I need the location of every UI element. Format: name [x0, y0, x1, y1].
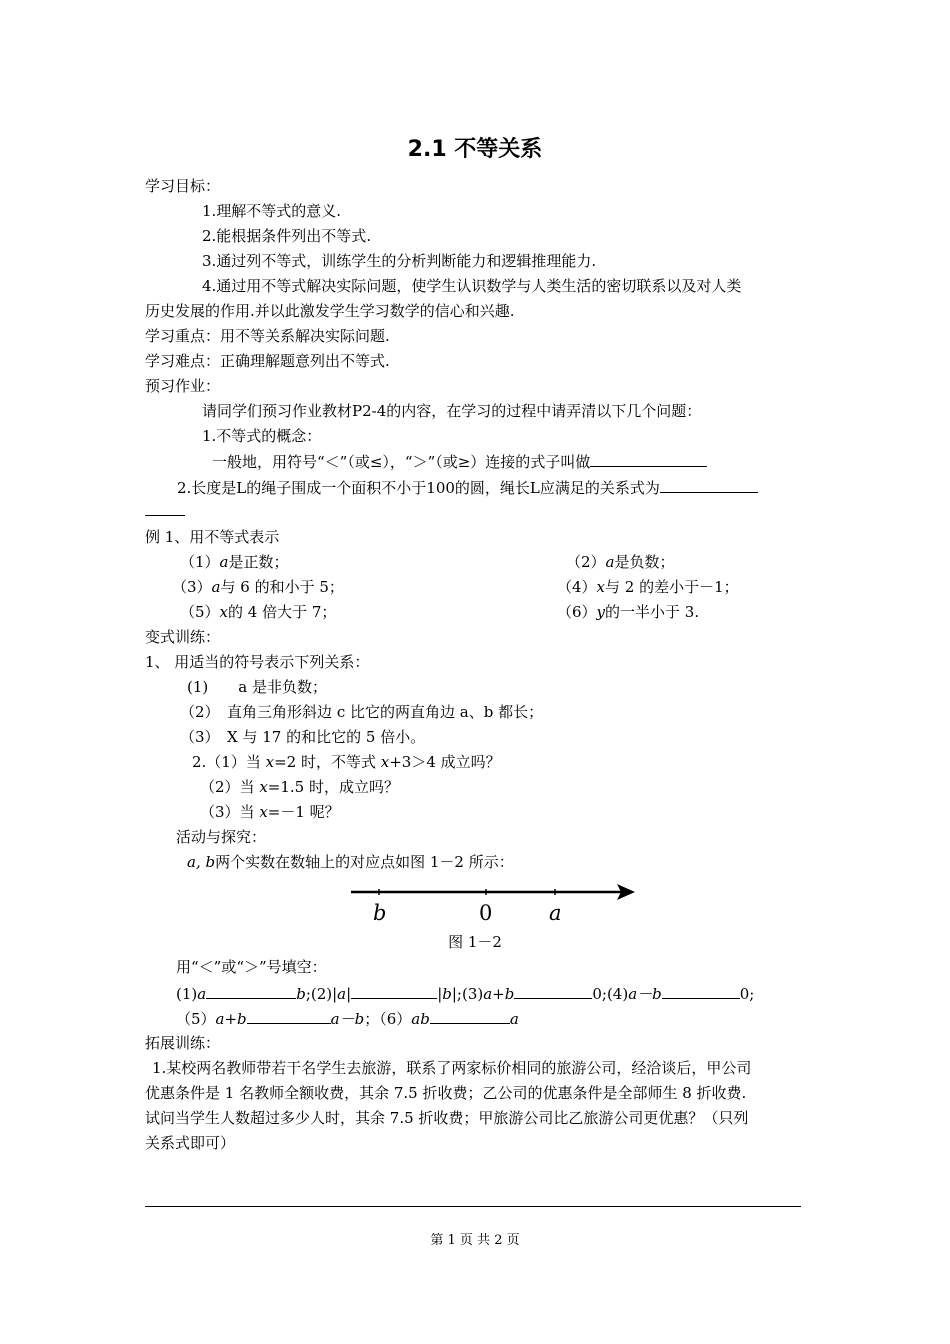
- answer-blank-continuation[interactable]: [145, 515, 185, 516]
- variant-q1-item: （3） X 与 17 的和比它的 5 倍小。: [180, 728, 426, 746]
- axis-label-a: a: [549, 901, 562, 925]
- answer-blank[interactable]: [430, 1008, 510, 1024]
- example-item: （3）a与 6 的和小于 5；: [172, 578, 344, 596]
- goal-item: 2.能根据条件列出不等式.: [202, 227, 372, 245]
- variant-heading: 变式训练：: [145, 628, 221, 646]
- preview-heading: 预习作业：: [145, 377, 221, 395]
- answer-blank[interactable]: [206, 983, 296, 999]
- activity-heading: 活动与探究：: [176, 828, 267, 846]
- figure-caption: 图 1－2: [448, 933, 502, 951]
- fill-instruction: 用“＜”或“＞”号填空：: [176, 958, 327, 976]
- goal-item: 1.理解不等式的意义.: [202, 202, 342, 220]
- extension-line: 优惠条件是 1 名教师全额收费，其余 7.5 折收费；乙公司的优惠条件是全部师生 8 折收费.: [145, 1084, 747, 1102]
- variant-q1-item: (1) a 是非负数；: [187, 678, 327, 696]
- example-heading: 例 1、用不等式表示: [145, 528, 280, 546]
- goal-item: 3.通过列不等式，训练学生的分析判断能力和逻辑推理能力.: [202, 252, 597, 270]
- goal-item: 历史发展的作用.并以此激发学生学习数学的信心和兴趣.: [145, 302, 515, 320]
- answer-blank[interactable]: [660, 477, 758, 493]
- example-item: （5）x的 4 倍大于 7；: [180, 603, 337, 621]
- answer-blank[interactable]: [247, 1008, 331, 1024]
- difficulty: 学习难点：正确理解题意列出不等式.: [145, 352, 390, 370]
- preview-q1: [212, 451, 707, 472]
- preview-q2: [177, 477, 758, 498]
- page-footer: 第 1 页 共 2 页: [430, 1233, 520, 1248]
- preview-intro: 请同学们预习作业教材P2-4的内容，在学习的过程中请弄清以下几个问题：: [202, 402, 702, 420]
- answer-blank[interactable]: [351, 983, 437, 999]
- answer-blank[interactable]: [662, 983, 740, 999]
- extension-line: 关系式即可）: [145, 1134, 236, 1152]
- extension-line: 1.某校两名教师带若干名学生去旅游，联系了两家标价相同的旅游公司，经洽谈后，甲公司: [152, 1059, 752, 1077]
- axis-label-zero: 0: [479, 901, 493, 925]
- fill-line-2: （5）a+b a－b；（6）ab a: [176, 1010, 519, 1028]
- variant-q1-heading: 1、 用适当的符号表示下列关系：: [145, 653, 370, 671]
- example-item: （2）a是负数；: [566, 553, 675, 571]
- preview-q1-text: 一般地，用符号“＜”（或≤），“＞”（或≥）连接的式子叫做: [212, 453, 591, 471]
- footer-divider: [145, 1206, 801, 1207]
- example-item: （4）x与 2 的差小于－1；: [557, 578, 739, 596]
- example-item: （1）a是正数；: [180, 553, 289, 571]
- key-point: 学习重点：用不等关系解决实际问题.: [145, 327, 390, 345]
- number-line-figure: [345, 878, 645, 928]
- axis-label-b: b: [373, 901, 387, 925]
- answer-blank[interactable]: [590, 451, 707, 467]
- variant-q1-item: （2） 直角三角形斜边 c 比它的两直角边 a、b 都长；: [180, 703, 544, 721]
- activity-intro: a, b两个实数在数轴上的对应点如图 1－2 所示：: [187, 853, 514, 871]
- example-item: （6）y的一半小于 3.: [557, 603, 700, 621]
- variant-q2-item: （3）当 x=－1 呢？: [200, 803, 340, 821]
- extension-heading: 拓展训练：: [145, 1034, 221, 1052]
- goals-heading: 学习目标：: [145, 177, 221, 195]
- preview-q2-text: 2.长度是L的绳子围成一个面积不小于100的圆，绳长L应满足的关系式为: [177, 479, 660, 497]
- fill-line-1: (1)a b;(2)|a| |b|;(3)a+b 0;(4)a－b 0;: [176, 985, 755, 1003]
- page-title: 2.1 不等关系: [407, 137, 543, 162]
- preview-q1-label: 1.不等式的概念：: [202, 427, 322, 445]
- variant-q2-item: （2）当 x=1.5 时，成立吗？: [200, 778, 399, 796]
- variant-q2-item: 2.（1）当 x=2 时，不等式 x+3＞4 成立吗？: [192, 753, 501, 771]
- goal-item: 4.通过用不等式解决实际问题，使学生认识数学与人类生活的密切联系以及对人类: [202, 277, 742, 295]
- answer-blank[interactable]: [514, 983, 592, 999]
- extension-line: 试问当学生人数超过多少人时，其余 7.5 折收费；甲旅游公司比乙旅游公司更优惠？（只列: [145, 1109, 749, 1127]
